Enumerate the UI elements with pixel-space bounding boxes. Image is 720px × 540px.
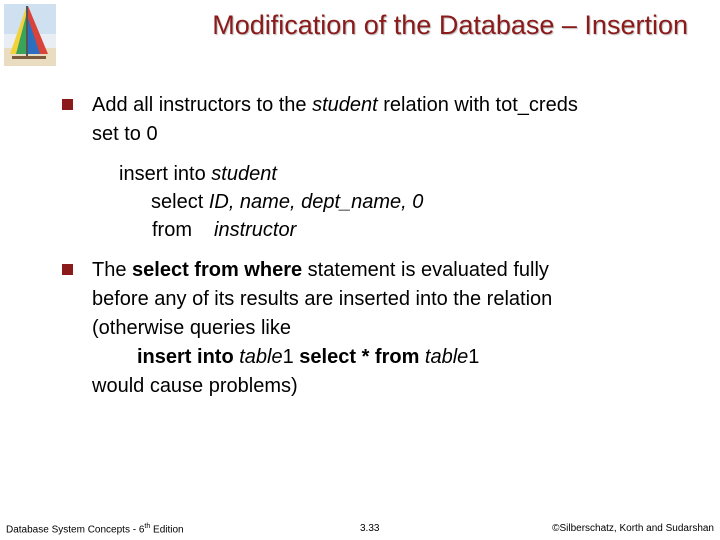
code1-line1: insert into student bbox=[119, 163, 277, 185]
footer-page-number: 3.33 bbox=[360, 523, 380, 534]
bullet2-line2: before any of its results are inserted into the relation bbox=[92, 288, 553, 310]
bullet2-line1: The select from where statement is evaluated fully bbox=[92, 259, 549, 281]
code1-line3: from instructor bbox=[152, 219, 297, 241]
footer-left: Database System Concepts - 6th Edition bbox=[6, 523, 184, 536]
bullet1-line1: Add all instructors to the student relation with tot_creds bbox=[92, 94, 578, 116]
bullet2-line4: insert into table1 select * from table1 bbox=[137, 346, 480, 368]
page-title: Modification of the Database – Insertion bbox=[212, 10, 688, 40]
code1-line2: select ID, name, dept_name, 0 bbox=[151, 191, 424, 213]
bullet2-line5: would cause problems) bbox=[92, 375, 298, 397]
bullet-icon bbox=[62, 99, 73, 110]
bullet-icon bbox=[62, 264, 73, 275]
bullet2-line3: (otherwise queries like bbox=[92, 317, 291, 339]
bullet1-line2: set to 0 bbox=[92, 123, 158, 145]
footer-copyright: ©Silberschatz, Korth and Sudarshan bbox=[552, 523, 714, 534]
